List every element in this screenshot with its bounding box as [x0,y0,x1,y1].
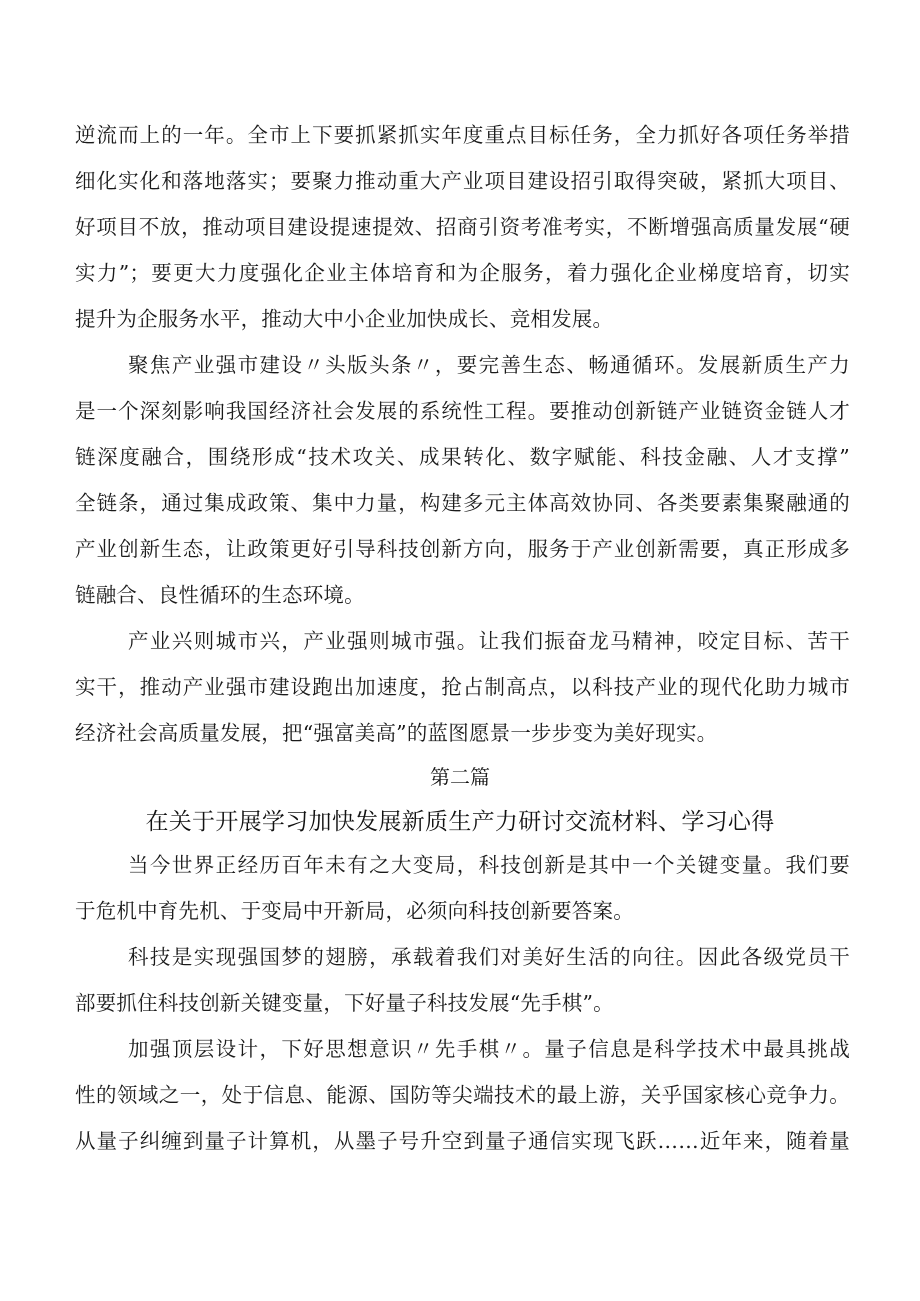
body-text-line: 实干，推动产业强市建设跑出加速度，抢占制高点，以科技产业的现代化助力城市 [75,675,850,699]
body-text-line: 逆流而上的一年。全市上下要抓紧抓实年度重点目标任务，全力抓好各项任务举措 [75,123,850,147]
body-text-line: 聚焦产业强市建设〃头版头条〃，要完善生态、畅通循环。发展新质生产力 [128,353,850,377]
body-text-line: 好项目不放，推动项目建设提速提效、招商引资考准考实，不断增强高质量发展“硬 [75,215,850,239]
section-number: 第二篇 [430,765,490,789]
body-text-line: 性的领域之一，处于信息、能源、国防等尖端技术的最上游，关乎国家核心竞争力。 [75,1083,850,1107]
body-text-line: 科技是实现强国梦的翅膀，承载着我们对美好生活的向往。因此各级党员干 [128,945,850,969]
body-text-line: 是一个深刻影响我国经济社会发展的系统性工程。要推动创新链产业链资金链人才 [75,399,850,423]
body-text-line: 实力”；要更大力度强化企业主体培育和为企服务，着力强化企业梯度培育，切实 [75,261,850,285]
body-text-line: 经济社会高质量发展，把“强富美高”的蓝图愿景一步步变为美好现实。 [75,721,718,745]
section-title: 在关于开展学习加快发展新质生产力研讨交流材料、学习心得 [145,809,775,835]
body-text-line: 当今世界正经历百年未有之大变局，科技创新是其中一个关键变量。我们要 [128,853,850,877]
body-text-line: 全链条，通过集成政策、集中力量，构建多元主体高效协同、各类要素集聚融通的 [75,491,850,515]
body-text-line: 产业创新生态，让政策更好引导科技创新方向，服务于产业创新需要，真正形成多 [75,537,850,561]
body-text-line: 链融合、良性循环的生态环境。 [75,583,365,607]
body-text-line: 细化实化和落地落实；要聚力推动重大产业项目建设招引取得突破，紧抓大项目、 [75,169,850,193]
body-text-line: 部要抓住科技创新关键变量，下好量子科技发展“先手棋”。 [75,991,614,1015]
body-text-line: 加强顶层设计，下好思想意识〃先手棋〃。量子信息是科学技术中最具挑战 [128,1037,850,1061]
body-text-line: 从量子纠缠到量子计算机，从墨子号升空到量子通信实现飞跃……近年来，随着量 [75,1129,850,1153]
body-text-line: 提升为企服务水平，推动大中小企业加快成长、竞相发展。 [75,307,614,331]
body-text-line: 产业兴则城市兴，产业强则城市强。让我们振奋龙马精神，咬定目标、苦干 [128,629,850,653]
body-text-line: 于危机中育先机、于变局中开新局，必须向科技创新要答案。 [75,899,634,923]
body-text-line: 链深度融合，围绕形成“技术攻关、成果转化、数字赋能、科技金融、人才支撑” [75,445,850,469]
